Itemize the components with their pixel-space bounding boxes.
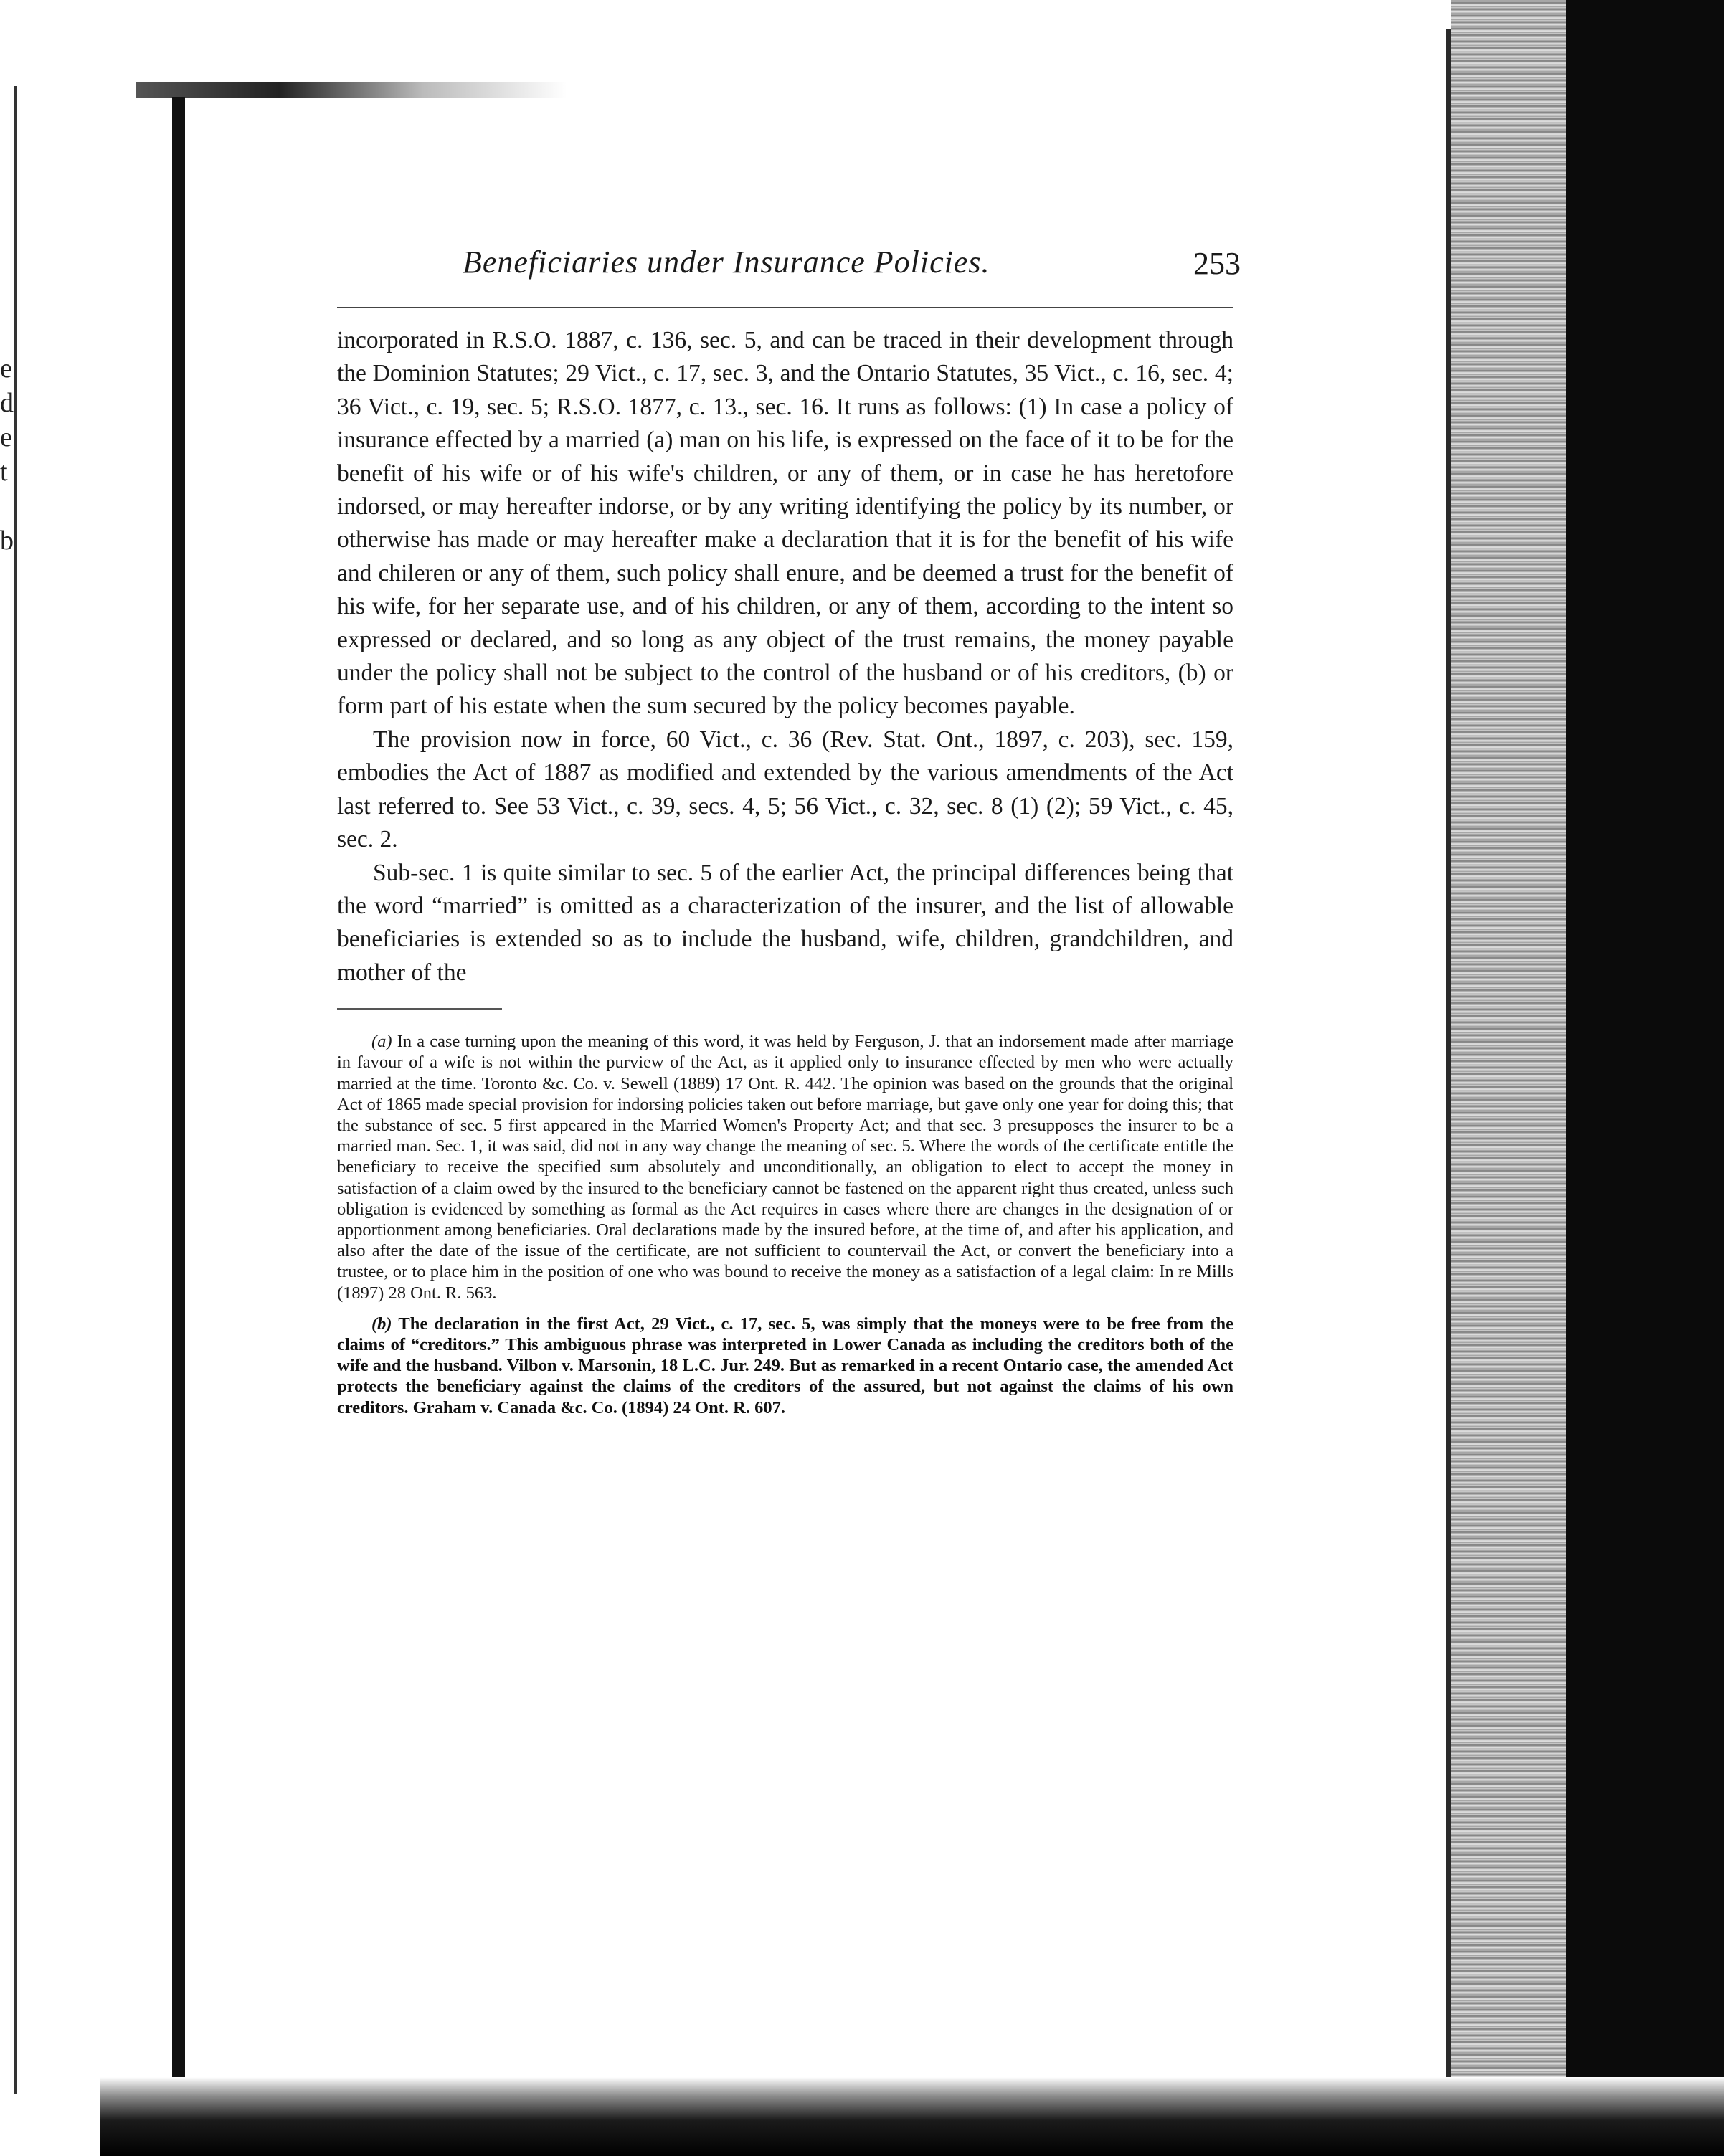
gutter-letter: d bbox=[0, 388, 14, 418]
gutter-letter: b bbox=[0, 526, 14, 556]
body-paragraph: incorporated in R.S.O. 1887, c. 136, sec. 5, and can be traced in their development through the Dominion Statutes; 29 Vict., c. 17, sec. 3, and the Ontario Statutes, 35 Vict., c. 16, sec. 4; 36 Vict., c. 19, sec. 5; R.S.O. 1877, c. 13., sec. 16. It runs as follows: (1) In case a policy of insurance effected by a married (a) man on his life, is expressed on the face of it to be for the benefit of his wife or of his wife's children, or any of them, or in case he has heretofore indorsed, or may hereafter indorse, or by any writing identifying the policy by its number, or otherwise has made or may hereafter make a declaration that it is for the benefit of his wife and chileren or any of them, such policy shall enure, and be deemed a trust for the benefit of his wife, for her separate use, and of his children, or any of them, according to the intent so expressed or declared, and so long as any object of the trust remains, the money payable under the policy shall not be subject to the control of the husband or of his creditors, (b) or form part of his estate when the sum secured by the policy becomes payable. bbox=[337, 327, 1233, 720]
gutter-letter: t bbox=[0, 457, 8, 487]
body-paragraph: Sub-sec. 1 is quite similar to sec. 5 of the earlier Act, the principal differences being that the word “married” is omitted as a characterization of the insurer, and the list of allowable beneficiaries is extended so as to include the husband, wife, children, grandchildren, and mother of the bbox=[337, 859, 1233, 986]
page-binding-edge bbox=[172, 97, 185, 2090]
footnote-b bbox=[337, 1314, 1233, 1418]
scan-dark-margin-bottom bbox=[100, 2077, 1724, 2156]
header-rule bbox=[337, 307, 1233, 308]
scan-top-edge bbox=[136, 82, 1571, 98]
gutter-letter bbox=[0, 489, 29, 523]
scan-dark-margin-right bbox=[1566, 0, 1724, 2156]
gutter-letter bbox=[0, 558, 29, 592]
footnote-text: In a case turning upon the meaning of this word, it was held by Ferguson, J. that an indorsement made after marriage in favour of a wife is not within the purview of the Act, as it applied only to insurance effected by men who were actually married at the time. Toronto &c. Co. v. Sewell (1889) 17 Ont. R. 442. The opinion was based on the grounds that the original Act of 1865 made special provision for indorsing policies taken out before marriage, but gave only one year for doing this; that the substance of sec. 5 first appeared in the Married Women's Property Act; and that sec. 3 presupposes the insurer to be a married man. Sec. 1, it was said, did not in any way change the meaning of sec. 5. Where the words of the certificate entitle the beneficiary to receive the specified sum absolutely and unconditionally, an obligation to elect to accept the money in satisfaction of a claim owed by the insured to the beneficiary cannot be fastened on the apparent right thus created, unless such obligation is evidenced by something as formal as the Act requires in cases where there are changes in the designation of or apportionment among beneficiaries. Oral declarations made by the insured before, at the time of, and after his application, and also after the date of the issue of the certificate, are not sufficient to countervail the Act, or convert the beneficiary into a trustee, or to place him in the position of one who was bound to receive the money as a satisfaction of a legal claim: In re Mills (1897) 28 Ont. R. 563. bbox=[337, 1032, 1233, 1303]
page-number: 253 bbox=[1193, 246, 1241, 281]
running-head bbox=[337, 244, 1241, 294]
footnote-mark: (a) bbox=[371, 1032, 392, 1052]
footnote-text: The declaration in the first Act, 29 Vict., c. 17, sec. 5, was simply that the moneys were to be free from the claims of “creditors.” This ambiguous phrase was interpreted in Lower Canada as including the creditors both of the wife and the husband. Vilbon v. Marsonin, 18 L.C. Jur. 249. But as remarked in a recent Ontario case, the amended Act protects the beneficiary against the claims of the creditors of the assured, but not against the claims of his own creditors. Graham v. Canada &c. Co. (1894) 24 Ont. R. 607. bbox=[337, 1314, 1233, 1417]
gutter-letter: e bbox=[0, 353, 12, 384]
running-title: Beneficiaries under Insurance Policies. bbox=[463, 244, 990, 280]
page-stack-edge bbox=[1451, 0, 1566, 2156]
footnote-a bbox=[337, 1031, 1233, 1303]
gutter-letter: e bbox=[0, 422, 12, 452]
adjacent-page-letters bbox=[0, 351, 29, 592]
footnote-mark: (b) bbox=[371, 1314, 392, 1334]
footnote-rule bbox=[337, 1008, 502, 1010]
body-paragraph: The provision now in force, 60 Vict., c. 36 (Rev. Stat. Ont., 1897, c. 203), sec. 159, embodies the Act of 1887 as modified and extended by the various amendments of the Act last referred to. See 53 Vict., c. 39, secs. 4, 5; 56 Vict., c. 32, sec. 8 (1) (2); 59 Vict., c. 45, sec. 2. bbox=[337, 726, 1233, 853]
page-right-seam bbox=[1446, 29, 1451, 2151]
book-page bbox=[337, 244, 1241, 1418]
